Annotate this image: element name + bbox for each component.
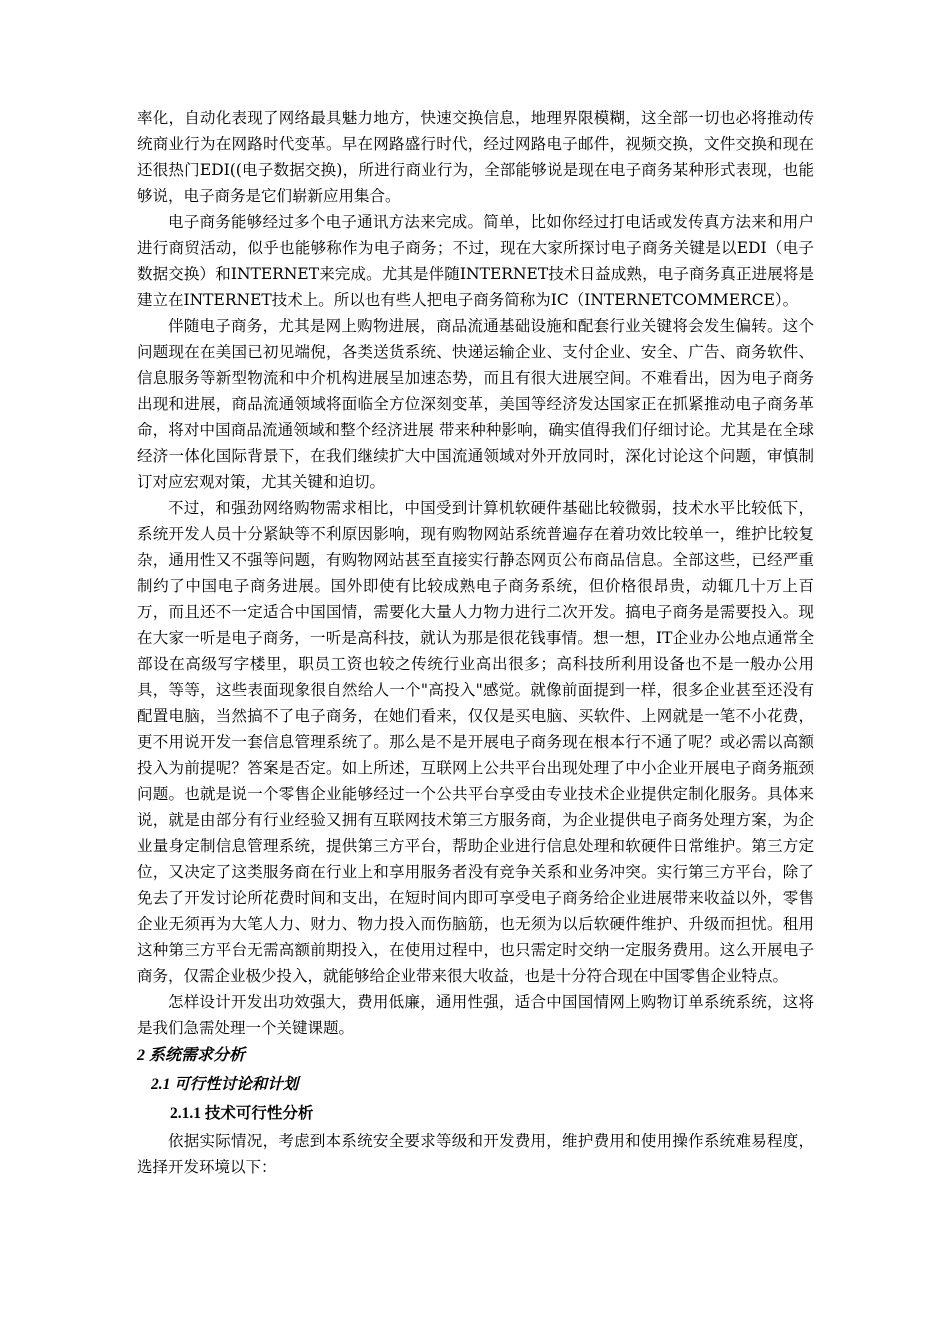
section-heading: 2 系统需求分析 bbox=[137, 1047, 246, 1064]
document-page bbox=[137, 105, 814, 1180]
body-paragraph: 依据实际情况，考虑到本系统安全要求等级和开发费用，维护费用和使用操作系统难易程度，选择开发环境以下： bbox=[137, 1132, 814, 1176]
body-paragraph: 伴随电子商务，尤其是网上购物进展，商品流通基础设施和配套行业关键将会发生偏转。这个问题现在在美国已初见端倪，各类送货系统、快递运输企业、支付企业、安全、广告、商务软件、信息服务等新型物流和中介机构进展呈加速态势，而且有很大进展空间。不难看出，因为电子商务出现和进展，商品流通领域将面临全方位深刻变革，美国等经济发达国家正在抓紧推动电子商务革命，将对中国商品流通领域和整个经济进展 带来种种影响，确实值得我们仔细讨论。尤其是在全球经济一体化国际背景下，在我们继续扩大中国流通领域对外开放同时，深化讨论这个问题，审慎制订对应宏观对策，尤其关键和迫切。 bbox=[137, 317, 814, 491]
body-paragraph: 电子商务能够经过多个电子通讯方法来完成。简单，比如你经过打电话或发传真方法来和用户进行商贸活动，似乎也能够称作为电子商务；不过，现在大家所探讨电子商务关键是以EDI（电子数据交换）和INTERNET来完成。尤其是伴随INTERNET技术日益成熟，电子商务真正进展将是建立在INTERNET技术上。所以也有些人把电子商务简称为IC（INTERNETCOMMERCE）。 bbox=[137, 213, 814, 309]
body-paragraph: 不过，和强劲网络购物需求相比，中国受到计算机软硬件基础比较微弱，技术水平比较低下，系统开发人员十分紧缺等不利原因影响，现有购物网站系统普遍存在着功效比较单一，维护比较复杂，通用性又不强等问题，有购物网站甚至直接实行静态网页公布商品信息。全部这些，已经严重制约了中国电子商务进展。国外即使有比较成熟电子商务系统，但价格很昂贵，动辄几十万上百万，而且还不一定适合中国国情，需要化大量人力物力进行二次开发。搞电子商务是需要投入。现在大家一听是电子商务，一听是高科技，就认为那是很花钱事情。想一想，IT企业办公地点通常全部设在高级写字楼里，职员工资也较之传统行业高出很多；高科技所利用设备也不是一般办公用具，等等，这些表面现象很自然给人一个"高投入"感觉。就像前面提到一样，很多企业甚至还没有配置电脑，当然搞不了电子商务，在她们看来，仅仅是买电脑、买软件、上网就是一笔不小花费，更不用说开发一套信息管理系统了。那么是不是开展电子商务现在根本行不通了呢？或必需以高额投入为前提呢？答案是否定。如上所述，互联网上公共平台出现处理了中小企业开展电子商务瓶颈问题。也就是说一个零售企业能够经过一个公共平台享受由专业技术企业提供定制化服务。具体来说，就是由部分有行业经验又拥有互联网技术第三方服务商，为企业提供电子商务处理方案，为企业量身定制信息管理系统，提供第三方平台，帮助企业进行信息处理和软硬件日常维护。第三方定位，又决定了这类服务商在行业上和享用服务者没有竞争关系和业务冲突。实行第三方平台，除了免去了开发讨论所花费时间和支出，在短时间内即可享受电子商务给企业进展带来收益以外，零售企业无须再为大笔人力、财力、物力投入而伤脑筋，也无须为以后软硬件维护、升级而担忧。租用这种第三方平台无需高额前期投入，在使用过程中，也只需定时交纳一定服务费用。这么开展电子商务，仅需企业极少投入，就能够给企业带来很大收益，也是十分符合现在中国零售企业特点。 bbox=[137, 499, 814, 985]
body-paragraph: 怎样设计开发出功效强大，费用低廉，通用性强，适合中国国情网上购物订单系统系统，这将是我们急需处理一个关键课题。 bbox=[137, 993, 814, 1037]
subsubsection-heading: 2.1.1 技术可行性分析 bbox=[170, 1105, 314, 1122]
subsection-heading: 2.1 可行性讨论和计划 bbox=[151, 1076, 299, 1093]
body-paragraph: 率化，自动化表现了网络最具魅力地方，快速交换信息，地理界限模糊，这全部一切也必将推动传统商业行为在网路时代变革。早在网路盛行时代，经过网路电子邮件，视频交换，文件交换和现在还很热门EDI((电子数据交换)，所进行商业行为，全部能够说是现在电子商务某种形式表现，也能够说，电子商务是它们崭新应用集合。 bbox=[137, 109, 814, 205]
